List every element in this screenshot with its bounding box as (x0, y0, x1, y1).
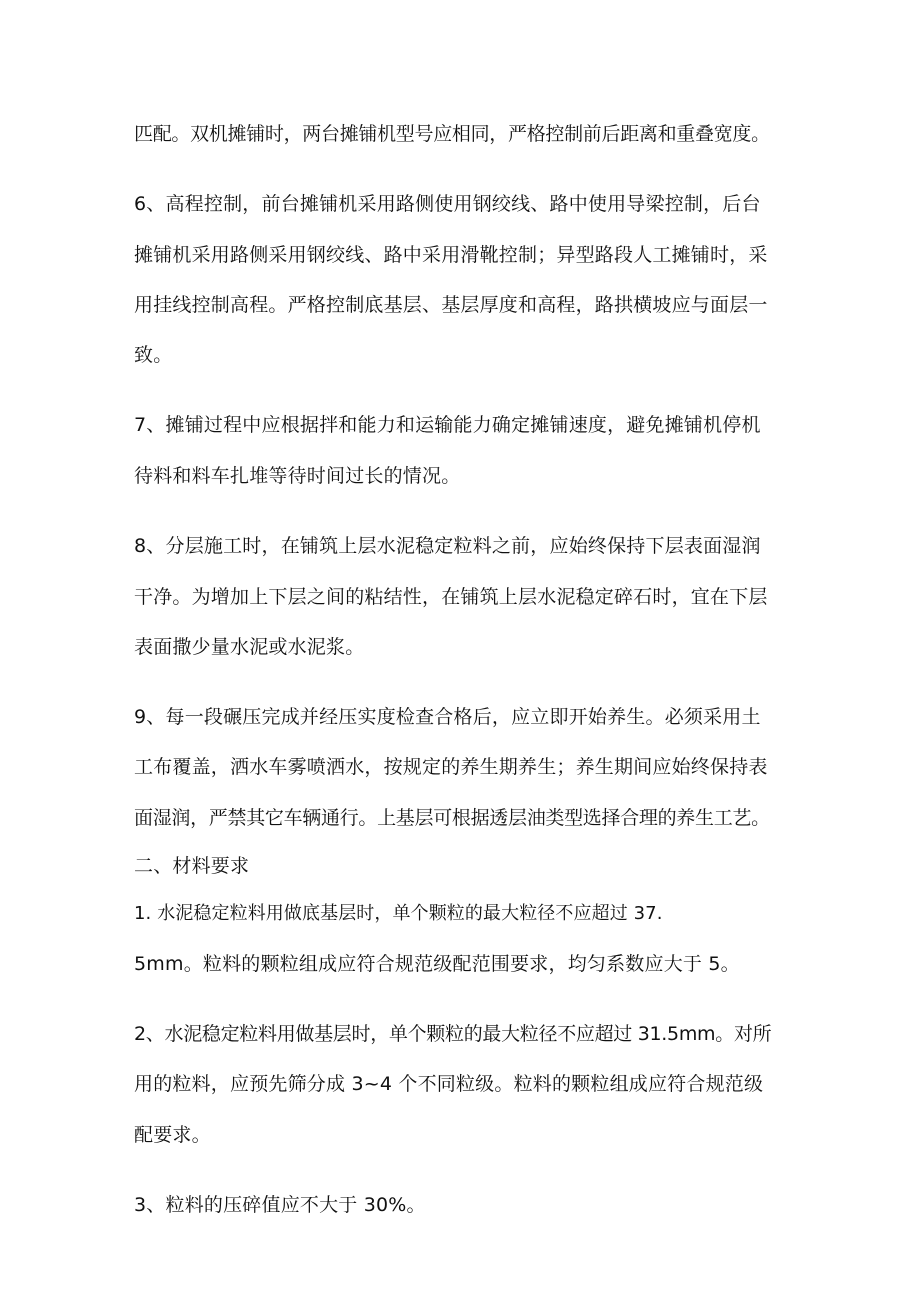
text-line: 匹配。双机摊铺时，两台摊铺机型号应相同，严格控制前后距离和重叠宽度。 (134, 123, 770, 145)
text-line: 工布覆盖，洒水车雾喷洒水，按规定的养生期养生；养生期间应始终保持表 (134, 756, 768, 778)
text-line: 5mm。粒料的颗粒组成应符合规范级配范围要求，均匀系数应大于 5。 (134, 953, 740, 975)
text-line: 2、水泥稳定粒料用做基层时，单个颗粒的最大粒径不应超过 31.5mm。对所 (134, 1023, 772, 1045)
text-line: 用挂线控制高程。严格控制底基层、基层厚度和高程，路拱横坡应与面层一 (134, 294, 768, 316)
text-line: 面湿润，严禁其它车辆通行。上基层可根据透层油类型选择合理的养生工艺。 (134, 807, 770, 829)
text-line: 配要求。 (134, 1124, 211, 1146)
text-line: 9、每一段碾压完成并经压实度检查合格后，应立即开始养生。必须采用土 (134, 706, 761, 728)
text-line: 摊铺机采用路侧采用钢绞线、路中采用滑靴控制；异型路段人工摊铺时，采 (134, 244, 768, 266)
text-line: 致。 (134, 344, 173, 366)
text-line: 7、摊铺过程中应根据拌和能力和运输能力确定摊铺速度，避免摊铺机停机 (134, 414, 761, 436)
text-line: 待料和料车扎堆等待时间过长的情况。 (134, 465, 461, 487)
text-line: 用的粒料，应预先筛分成 3~4 个不同粒级。粒料的颗粒组成应符合规范级 (134, 1073, 764, 1095)
text-line: 1. 水泥稳定粒料用做底基层时，单个颗粒的最大粒径不应超过 37. (134, 903, 663, 924)
text-line: 干净。为增加上下层之间的粘结性，在铺筑上层水泥稳定碎石时，宜在下层 (134, 586, 768, 608)
text-line: 3、粒料的压碎值应不大于 30%。 (134, 1194, 426, 1216)
section-heading: 二、材料要求 (134, 855, 250, 877)
text-line: 8、分层施工时，在铺筑上层水泥稳定粒料之前，应始终保持下层表面湿润 (134, 535, 761, 557)
text-line: 6、高程控制，前台摊铺机采用路侧使用钢绞线、路中使用导梁控制，后台 (134, 193, 761, 215)
text-line: 表面撒少量水泥或水泥浆。 (134, 636, 365, 658)
